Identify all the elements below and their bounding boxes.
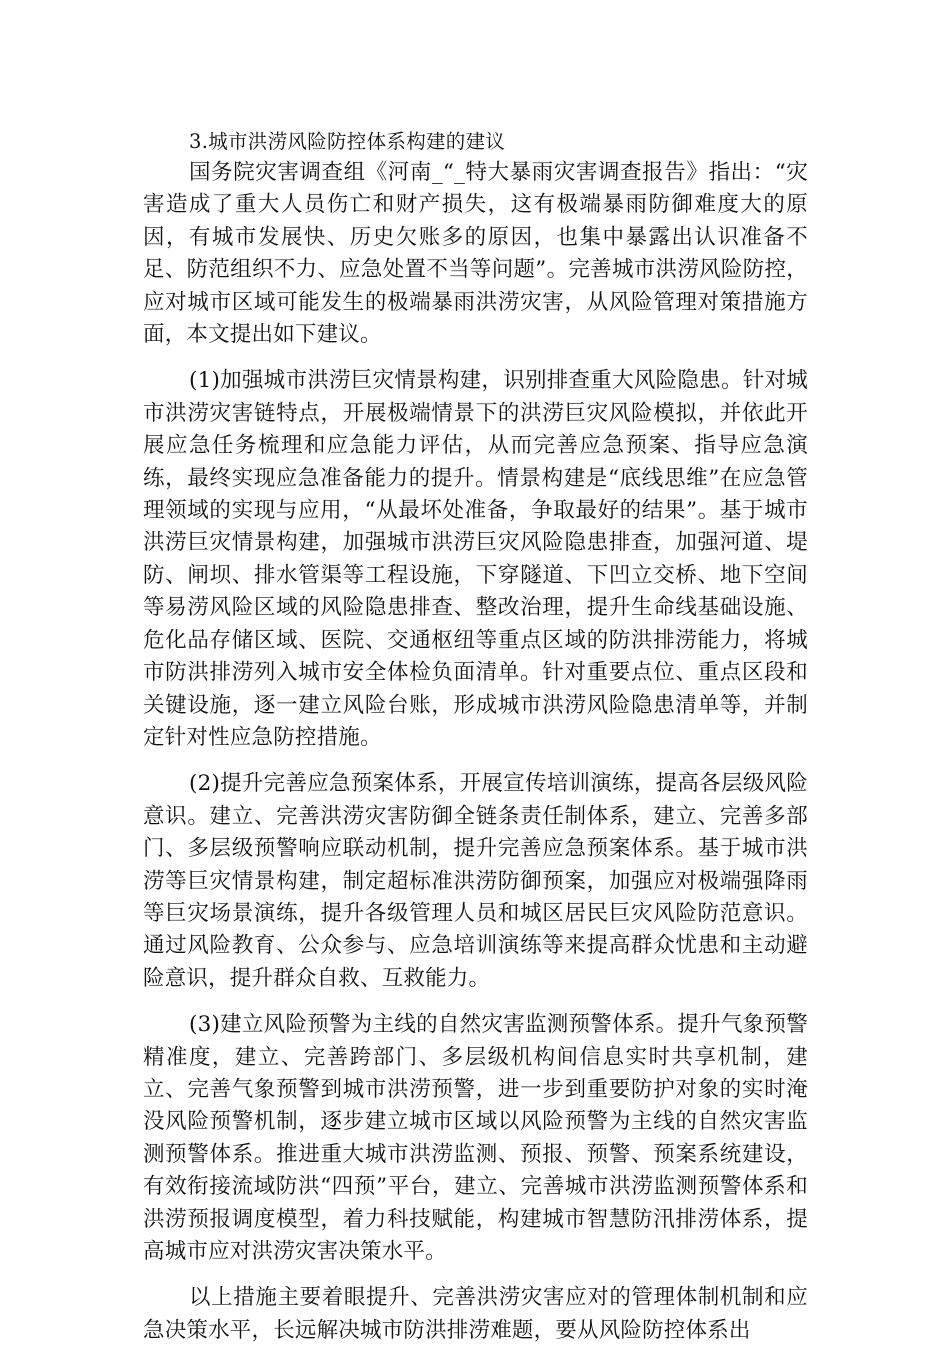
paragraph-measure-2: (2)提升完善应急预案体系，开展宣传培训演练，提高各层级风险意识。建立、完善洪涝灾害防御全链条责任制体系，建立、完善多部门、多层级预警响应联动机制，提升完善应急预案体系。基于城市洪涝等巨灾情景构建，制定超标准洪涝防御预案，加强应对极端强降雨等巨灾场景演练，提升各级管理人员和城区居民巨灾风险防范意识。通过风险教育、公众参与、应急培训演练等来提高群众忧患和主动避险意识，提升群众自救、互救能力。 [143, 771, 808, 991]
document-page [143, 127, 808, 1347]
section-heading: 3.城市洪涝风险防控体系构建的建议 [189, 130, 506, 153]
paragraph-measure-1: (1)加强城市洪涝巨灾情景构建，识别排查重大风险隐患。针对城市洪涝灾害链特点，开展极端情景下的洪涝巨灾风险模拟，并依此开展应急任务梳理和应急能力评估，从而完善应急预案、指导应急演练，最终实现应急准备能力的提升。情景构建是“底线思维”在应急管理领域的实现与应用，“从最坏处准备，争取最好的结果”。基于城市洪涝巨灾情景构建，加强城市洪涝巨灾风险隐患排查，加强河道、堤防、闸坝、排水管渠等工程设施，下穿隧道、下凹立交桥、地下空间等易涝风险区域的风险隐患排查、整改治理，提升生命线基础设施、危化品存储区域、医院、交通枢纽等重点区域的防洪排涝能力，将城市防洪排涝列入城市安全体检负面清单。针对重要点位、重点区段和关键设施，逐一建立风险台账，形成城市洪涝风险隐患清单等，并制定针对性应急防控措施。 [143, 368, 808, 750]
paragraph-intro: 国务院灾害调查组《河南_“_特大暴雨灾害调查报告》指出：“灾害造成了重大人员伤亡和财产损失，这有极端暴雨防御难度大的原因，有城市发展快、历史欠账多的原因，也集中暴露出认识准备不足、防范组织不力、应急处置不当等问题”。完善城市洪涝风险防控，应对城市区域可能发生的极端暴雨洪涝灾害，从风险管理对策措施方面，本文提出如下建议。 [143, 160, 808, 348]
paragraph-measure-3: (3)建立风险预警为主线的自然灾害监测预警体系。提升气象预警精准度，建立、完善跨部门、多层级机构间信息实时共享机制，建立、完善气象预警到城市洪涝预警，进一步到重要防护对象的实时淹没风险预警机制，逐步建立城市区域以风险预警为主线的自然灾害监测预警体系。推进重大城市洪涝监测、预报、预警、预案系统建设，有效衔接流域防洪“四预”平台，建立、完善城市洪涝监测预警体系和洪涝预报调度模型，着力科技赋能，构建城市智慧防汛排涝体系，提高城市应对洪涝灾害决策水平。 [143, 1012, 808, 1264]
paragraph-conclusion: 以上措施主要着眼提升、完善洪涝灾害应对的管理体制机制和应急决策水平，长远解决城市防洪排涝难题，要从风险防控体系出 [143, 1285, 808, 1343]
